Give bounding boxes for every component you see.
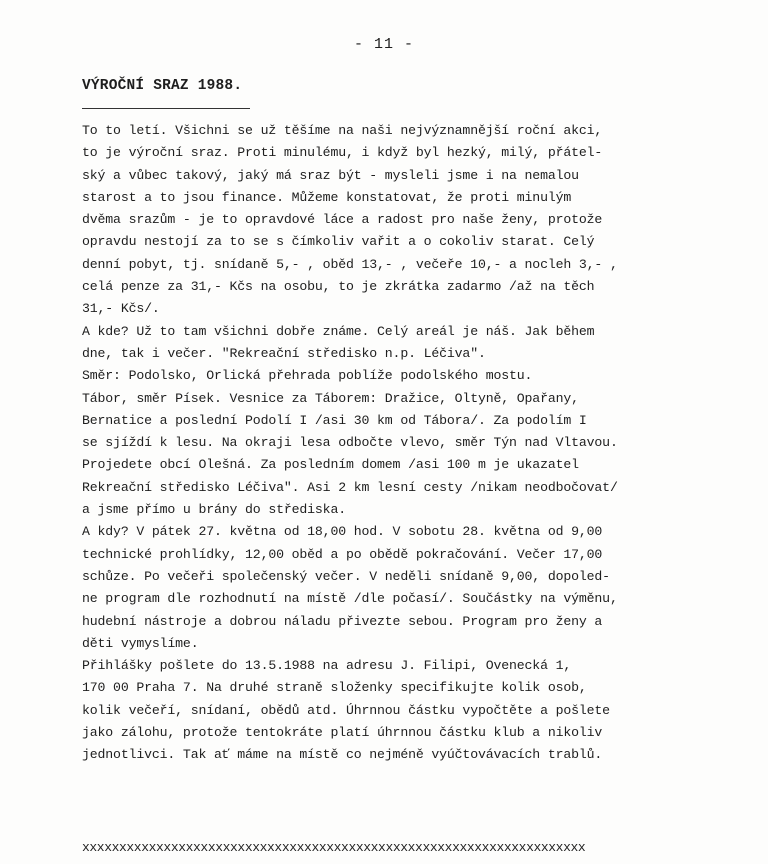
body-line: To to letí. Všichni se už těšíme na naši nejvýznamnější roční akci, [82,123,603,138]
body-line: Tábor, směr Písek. Vesnice za Táborem: Dražice, Oltyně, Opařany, [82,390,579,406]
article-heading: VÝROČNÍ SRAZ 1988. [82,78,243,94]
body-line: Směr: Podolsko, Orlická přehrada poblíže podolského mostu. [82,368,533,384]
body-line: A kde? Už to tam všichni dobře známe. Celý areál je náš. Jak během [82,323,595,339]
body-line: starost a to jsou finance. Můžeme konstatovat, že proti minulým [82,189,572,205]
body-line: dne, tak i večer. "Rekreační středisko n.p. Léčiva". [82,345,486,361]
body-line: technické prohlídky, 12,00 oběd a po obědě pokračování. Večer 17,00 [82,546,603,562]
body-line: hudební nástroje a dobrou náladu přivezte sebou. Program pro ženy a [82,613,603,629]
body-line: opravdu nestojí za to se s čímkoliv vařit a o cokoliv starat. Celý [82,234,595,250]
body-line: jako zálohu, protože tentokráte platí úhrnnou částku klub a nikoliv [82,725,603,741]
body-line: 170 00 Praha 7. Na druhé straně složenky specifikujte kolik osob, [82,680,587,696]
body-line: a jsme přímo u brány do střediska. [82,502,346,518]
body-line: denní pobyt, tj. snídaně 5,- , oběd 13,- , večeře 10,- a nocleh 3,- , [82,256,618,272]
page-number: - 11 - [353,36,414,53]
body-line: jednotlivci. Tak ať máme na místě co nejméně vyúčtovávacích trablů. [82,747,603,763]
body-line: to je výroční sraz. Proti minulému, i když byl hezký, milý, přátel- [82,145,603,161]
separator-x-line: xxxxxxxxxxxxxxxxxxxxxxxxxxxxxxxxxxxxxxxxxxxxxxxxxxxxxxxxxxxxxxxxxxxx [82,840,586,855]
body-line: schůze. Po večeři společenský večer. V neděli snídaně 9,00, dopoled- [82,568,610,584]
body-line: děti vymyslíme. [82,635,199,651]
body-line: celá penze za 31,- Kčs na osobu, to je zkrátka zadarmo /až na těch [82,279,595,295]
body-line: Přihlášky pošlete do 13.5.1988 na adresu J. Filipi, Ovenecká 1, [82,658,572,674]
body-line: kolik večeří, snídaní, obědů atd. Úhrnnou částku vypočtěte a pošlete [82,702,610,718]
body-line: Rekreační středisko Léčiva". Asi 2 km lesní cesty /nikam neodbočovat/ [82,479,618,495]
heading-underline [82,108,250,109]
body-line: 31,- Kčs/. [82,301,160,317]
body-line: ne program dle rozhodnutí na místě /dle počasí/. Součástky na výměnu, [82,591,618,607]
body-line: dvěma srazům - je to opravdové láce a radost pro naše ženy, protože [82,212,603,228]
body-line: Bernatice a poslední Podolí I /asi 30 km od Tábora/. Za podolím I [82,412,587,428]
body-line: A kdy? V pátek 27. května od 18,00 hod. V sobotu 28. května od 9,00 [82,524,603,540]
body-line: ský a vůbec takový, jaký má sraz být - mysleli jsme i na nemalou [82,167,579,183]
body-line: Projedete obcí Olešná. Za posledním domem /asi 100 m je ukazatel [82,457,579,473]
article-body [82,120,762,767]
body-line: se sjíždí k lesu. Na okraji lesa odbočte vlevo, směr Týn nad Vltavou. [82,435,618,451]
